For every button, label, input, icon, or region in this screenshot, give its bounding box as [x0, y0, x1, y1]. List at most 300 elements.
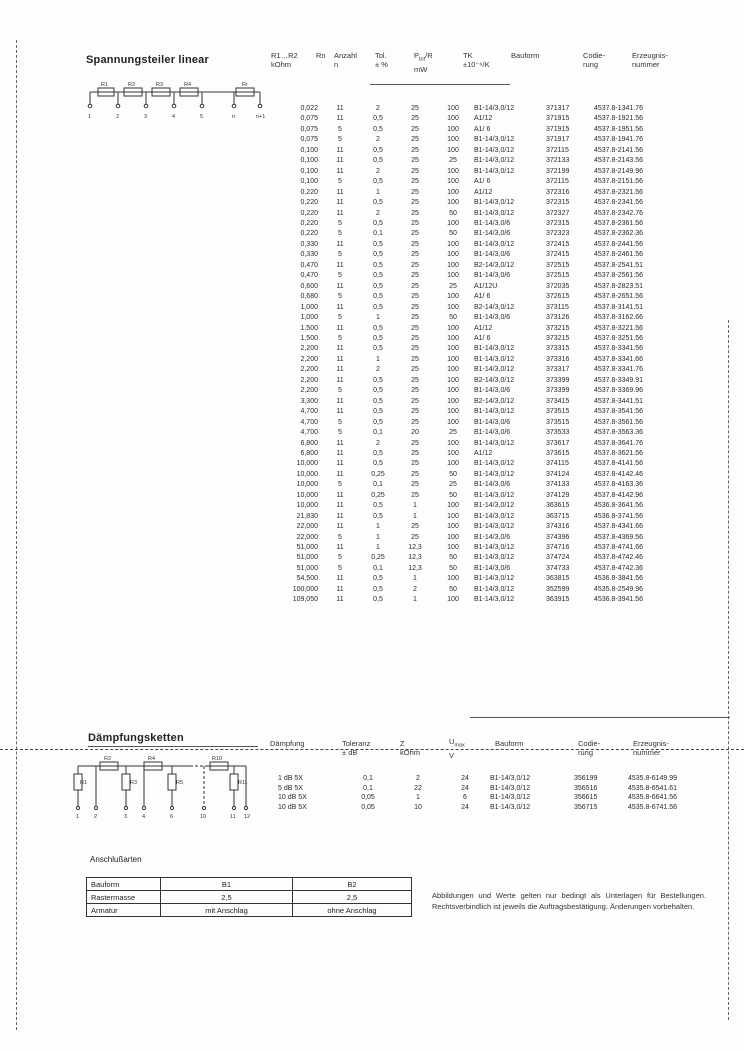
svg-text:11: 11	[230, 814, 236, 820]
svg-text:2: 2	[94, 814, 98, 820]
cell-erzeugnisnummer: 4537.8-2342.76	[594, 209, 644, 217]
cell-r-value: 2,200	[300, 366, 318, 374]
table-row	[268, 282, 738, 292]
svg-text:4: 4	[142, 814, 146, 820]
cell-count: 5	[338, 418, 342, 426]
cell-count: 11	[336, 188, 344, 196]
schematic2-label-r2: R2	[104, 756, 112, 762]
schematic2-label-r4: R4	[148, 756, 156, 762]
table-row	[268, 146, 738, 156]
cell-count: 5	[338, 334, 342, 342]
cell-count: 5	[338, 230, 342, 238]
cell-codierung: 374129	[546, 491, 570, 499]
cell-power: 25	[411, 366, 419, 374]
cell-power: 25	[411, 355, 419, 363]
cell-r-value: 0,100	[300, 178, 318, 186]
cell-bauform: B1-14/3,0/6	[474, 533, 511, 541]
cell-tolerance: 0,5	[373, 146, 383, 154]
table-row	[268, 177, 738, 187]
voltage-divider-table	[268, 104, 738, 606]
cell-codierung: 372316	[546, 188, 570, 196]
cell-power: 25	[411, 334, 419, 342]
table-row	[268, 439, 738, 449]
cell-power: 25	[411, 397, 419, 405]
cell-r-value: 6,800	[300, 439, 318, 447]
cell-power: 25	[411, 449, 419, 457]
cell-r-value: 22,000	[296, 523, 318, 531]
cell-r-value: 0,600	[300, 282, 318, 290]
table-row	[268, 209, 738, 219]
cell-count: 11	[336, 261, 344, 269]
cell-daempfung: 5 dB 5X	[278, 784, 303, 792]
cell-codierung: 372327	[546, 209, 570, 217]
cell-count: 11	[336, 240, 344, 248]
cell-bauform: A1/ 6	[474, 178, 491, 186]
cell-power: 25	[411, 345, 419, 353]
cell-tolerance: 0,1	[373, 564, 383, 572]
cell-tk: 25	[449, 429, 457, 437]
cell-r-value: 0,100	[300, 157, 318, 165]
cell-codierung: 374124	[546, 470, 570, 478]
cell-power: 25	[411, 136, 419, 144]
cell-bauform: A1/ 6	[474, 334, 491, 342]
cell-tk: 50	[449, 491, 457, 499]
cell-erzeugnisnummer: 4537.8-3369.96	[594, 387, 644, 395]
cell-codierung: 374133	[546, 481, 570, 489]
cell-codierung: 372315	[546, 199, 570, 207]
cell-erzeugnisnummer: 4537.8-3563.36	[594, 429, 644, 437]
cell-bauform: B1-14/3,0/12	[474, 491, 515, 499]
cell-count: 5	[338, 314, 342, 322]
cell-count: 5	[338, 219, 342, 227]
svg-text:3: 3	[124, 814, 128, 820]
cell-bauform: B1-14/3,0/12	[474, 544, 515, 552]
table-row	[268, 564, 738, 574]
cell-erzeugnisnummer: 4537.8-2561.56	[594, 272, 644, 280]
section-title-spannungsteiler: Spannungsteiler linear	[86, 54, 209, 66]
svg-text:n+1: n+1	[256, 114, 266, 120]
cell-r-value: 3,300	[300, 397, 318, 405]
cell-tolerance: 2	[376, 136, 380, 144]
cell-tolerance: 0,5	[373, 397, 383, 405]
cell-tolerance: 0,5	[373, 408, 383, 416]
table-row	[268, 491, 738, 501]
cell-codierung: 373515	[546, 408, 570, 416]
table-row	[268, 595, 738, 605]
cell-bauform: B1-14/3,0/12	[474, 470, 515, 478]
cell-erzeugnisnummer: 4537.8-4742.46	[594, 554, 644, 562]
cell-tolerance: 0,5	[373, 199, 383, 207]
table-row	[268, 449, 738, 459]
cell-codierung: 373115	[546, 303, 569, 311]
cell-tolerance: 0,5	[373, 334, 383, 342]
cell-erzeugnisnummer: 4537.8-2541.51	[594, 261, 644, 269]
cell-tk: 100	[447, 418, 459, 426]
voltage-divider-schematic	[84, 78, 274, 128]
cell-count: 11	[336, 408, 344, 416]
cell-codierung: 372515	[546, 272, 570, 280]
cell-count: 5	[338, 125, 342, 133]
svg-text:1: 1	[76, 814, 80, 820]
cell-codierung: 373315	[546, 345, 570, 353]
cell-erzeugnisnummer: 4537.8-2461.56	[594, 251, 644, 259]
cell-codierung: 356615	[574, 794, 598, 802]
cell-erzeugnisnummer: 4537.8-4163.36	[594, 481, 644, 489]
cell-tolerance: 0,5	[373, 219, 383, 227]
cell-bauform: B1-14/3,0/12	[474, 575, 515, 583]
cell-count: 11	[336, 397, 344, 405]
cell-bauform: A1/12U	[474, 282, 498, 290]
cell-count: 11	[336, 449, 344, 457]
cell-codierung: 373126	[546, 314, 570, 322]
cell-power: 1	[413, 502, 417, 510]
cell-bauform: B1-14/3,0/6	[474, 272, 511, 280]
cell-u-max: 6	[463, 794, 467, 802]
cell-r-value: 10,000	[296, 491, 318, 499]
cell-power: 25	[411, 523, 419, 531]
cell-r-value: 54,500	[296, 575, 318, 583]
cell-tolerance: 0,5	[373, 157, 383, 165]
table-row	[268, 324, 738, 334]
cell-tk: 100	[447, 523, 459, 531]
cell-z: 22	[414, 784, 422, 792]
table-row	[268, 313, 738, 323]
cell-tk: 100	[447, 167, 459, 175]
cell-power: 12,3	[408, 554, 422, 562]
cell-tolerance: 0,5	[373, 376, 383, 384]
table-row	[268, 574, 738, 584]
cell-tolerance: 1	[376, 355, 380, 363]
table-row	[268, 334, 738, 344]
table-row	[268, 470, 738, 480]
header-u: $U_{max}$ V	[449, 737, 465, 760]
cell-erzeugnisnummer: 4537.8-3341.56	[594, 345, 644, 353]
cell-r-value: 0,470	[300, 272, 318, 280]
cell-toleranz: 0,1	[363, 775, 373, 782]
header-codierung-2: Codie- rung	[578, 739, 601, 757]
cell-power: 25	[411, 387, 419, 395]
cell-codierung: 373533	[546, 429, 570, 437]
cell-r-value: 0,220	[300, 188, 318, 196]
cell-tk: 100	[447, 449, 459, 457]
cell-r-value: 100,000	[292, 585, 318, 593]
header-r: R1…R2 kOhm	[271, 51, 298, 69]
cell-r-value: 0,330	[300, 240, 318, 248]
cell-label: Rastermasse	[87, 891, 161, 904]
cell-erzeugnisnummer: 4537.8-4142.46	[594, 470, 644, 478]
cell-power: 25	[411, 303, 419, 311]
cell-bauform: B1-14/3,0/12	[474, 167, 515, 175]
cell-bauform: B1-14/3,0/6	[474, 564, 511, 572]
cell-tolerance: 1	[376, 314, 380, 322]
cell-count: 11	[336, 345, 344, 353]
svg-text:10: 10	[200, 814, 207, 820]
cell-count: 11	[336, 366, 344, 374]
cell-tk: 100	[447, 439, 459, 447]
table-row	[268, 219, 738, 229]
table-row	[268, 303, 738, 313]
cell-r-value: 2,200	[300, 387, 318, 395]
cell-b1: mit Anschlag	[161, 904, 293, 917]
cell-tk: 25	[449, 481, 457, 489]
cell-tolerance: 0,5	[373, 178, 383, 186]
cell-power: 25	[411, 408, 419, 416]
cell-power: 25	[411, 460, 419, 468]
table-row	[268, 803, 738, 813]
cell-bauform: B1-14/3,0/6	[474, 481, 511, 489]
cell-tk: 50	[449, 209, 457, 217]
cell-count: 11	[336, 523, 344, 531]
cell-bauform: B1-14/3,0/12	[474, 355, 515, 363]
cell-bauform: B1-14/3,0/12	[474, 146, 515, 154]
attenuator-schematic	[70, 752, 260, 822]
cell-tolerance: 0,5	[373, 512, 383, 520]
cell-power: 25	[411, 533, 419, 541]
header-bauform-2: Bauform	[495, 739, 524, 748]
table-row	[268, 585, 738, 595]
cell-r-value: 0,075	[300, 136, 318, 144]
attenuator-table	[268, 774, 738, 812]
cell-erzeugnisnummer: 4537.8-3341.66	[594, 355, 644, 363]
cell-power: 25	[411, 219, 419, 227]
cell-tk: 100	[447, 533, 459, 541]
cell-codierung: 371917	[546, 136, 570, 144]
cell-tolerance: 0,5	[373, 115, 383, 123]
left-margin-line	[16, 40, 17, 1030]
cell-power: 25	[411, 230, 419, 238]
svg-text:4: 4	[172, 114, 176, 120]
cell-power: 25	[411, 481, 419, 489]
cell-erzeugnisnummer: 4537.8-3141.51	[594, 303, 644, 311]
section2-title-underline	[88, 746, 258, 747]
cell-tolerance: 0,25	[371, 470, 385, 478]
cell-codierung: 373215	[546, 324, 570, 332]
header-daempfung: Dämpfung	[270, 739, 305, 748]
section-title-anschlussarten: Anschlußarten	[90, 855, 142, 864]
cell-codierung: 373617	[546, 439, 570, 447]
svg-text:n: n	[232, 114, 236, 120]
cell-erzeugnisnummer: 4537.8-4369.56	[594, 533, 644, 541]
table-row	[268, 793, 738, 803]
cell-tk: 100	[447, 199, 459, 207]
cell-tk: 100	[447, 105, 459, 112]
cell-erzeugnisnummer: 4537.8-3221.56	[594, 324, 644, 332]
cell-bauform: A1/12	[474, 188, 493, 196]
schematic-label-rr: Rr	[242, 82, 248, 88]
cell-toleranz: 0,1	[363, 784, 373, 792]
cell-tk: 100	[447, 397, 459, 405]
cell-tk: 100	[447, 512, 459, 520]
cell-r-value: 51,000	[296, 554, 318, 562]
cell-codierung: 374716	[546, 544, 570, 552]
cell-tk: 100	[447, 240, 459, 248]
table-row	[268, 271, 738, 281]
cell-tk: 100	[447, 303, 459, 311]
cell-count: 11	[336, 596, 344, 604]
cell-erzeugnisnummer: 4537.8-2141.56	[594, 146, 644, 154]
cell-erzeugnisnummer: 4535.8-6741.56	[628, 803, 678, 811]
header-underline	[370, 84, 510, 85]
cell-erzeugnisnummer: 4537.8-4742.36	[594, 564, 644, 572]
cell-codierung: 372315	[546, 219, 570, 227]
header-anzahl: Anzahl n	[334, 51, 357, 69]
cell-codierung: 374316	[546, 523, 570, 531]
header-bauform: Bauform	[511, 51, 540, 60]
table-row	[268, 292, 738, 302]
cell-z: 2	[416, 775, 420, 782]
cell-erzeugnisnummer: 4535.8-6149.99	[628, 775, 678, 782]
cell-bauform: B1-14/3,0/12	[490, 784, 531, 792]
cell-r-value: 10,000	[296, 481, 318, 489]
cell-count: 11	[336, 167, 344, 175]
cell-count: 11	[336, 115, 344, 123]
cell-r-value: 1,000	[300, 303, 318, 311]
cell-codierung: 372415	[546, 251, 570, 259]
cell-tk: 100	[447, 178, 459, 186]
cell-bauform: B1-14/3,0/12	[474, 439, 515, 447]
schematic2-label-r5: R5	[176, 780, 184, 786]
cell-tk: 100	[447, 596, 459, 604]
cell-bauform: A1/ 6	[474, 125, 491, 133]
cell-r-value: 1,500	[300, 324, 318, 332]
cell-erzeugnisnummer: 4537.8-3162.66	[594, 314, 644, 322]
cell-codierung: 373316	[546, 355, 570, 363]
cell-tolerance: 0,5	[373, 575, 383, 583]
cell-tolerance: 0,5	[373, 345, 383, 353]
cell-tolerance: 0,5	[373, 272, 383, 280]
cell-codierung: 372115	[546, 146, 569, 154]
cell-codierung: 371915	[546, 115, 570, 123]
cell-power: 25	[411, 199, 419, 207]
header-erzeugnisnummer-2: Erzeugnis- nummer	[633, 739, 669, 757]
cell-daempfung: 10 dB 5X	[278, 803, 307, 811]
cell-erzeugnisnummer: 4535.8-6541.61	[628, 784, 678, 792]
cell-codierung: 374115	[546, 460, 569, 468]
cell-r-value: 51,000	[296, 564, 318, 572]
cell-count: 11	[336, 303, 344, 311]
cell-codierung: 372615	[546, 293, 570, 301]
header-z: Z kOhm	[400, 739, 421, 757]
cell-b1: 2,5	[161, 891, 293, 904]
cell-r-value: 21,830	[296, 512, 318, 520]
cell-power: 25	[411, 167, 419, 175]
cell-erzeugnisnummer: 4537.8-3441.51	[594, 397, 644, 405]
cell-tk: 50	[449, 314, 457, 322]
cell-tolerance: 1	[376, 533, 380, 541]
cell-r-value: 2,200	[300, 376, 318, 384]
schematic2-label-r10: R10	[212, 756, 223, 762]
cell-bauform: B2-14/3,0/12	[474, 376, 515, 384]
cell-r-value: 0,220	[300, 219, 318, 227]
cell-r-value: 0,100	[300, 167, 318, 175]
cell-erzeugnisnummer: 4537.8-3349.91	[594, 376, 644, 384]
cell-count: 11	[336, 146, 344, 154]
cell-bauform: B1-14/3,0/12	[474, 157, 515, 165]
cell-daempfung: 1 dB 5X	[278, 775, 303, 782]
schematic2-label-r11: R11	[238, 780, 248, 786]
header-toleranz: Toleranz ± dB	[342, 739, 371, 757]
cell-count: 11	[336, 324, 344, 332]
table-row	[268, 104, 738, 114]
cell-codierung: 373317	[546, 366, 570, 374]
cell-erzeugnisnummer: 4537.8-4741.66	[594, 544, 644, 552]
cell-erzeugnisnummer: 4537.8-2149.96	[594, 167, 644, 175]
cell-count: 5	[338, 178, 342, 186]
cell-erzeugnisnummer: 4535.8-2549.96	[594, 585, 644, 593]
cell-erzeugnisnummer: 4537.8-2651.56	[594, 293, 644, 301]
cell-tolerance: 2	[376, 167, 380, 175]
cell-bauform: B1-14/3,0/12	[474, 240, 515, 248]
cell-tk: 100	[447, 355, 459, 363]
cell-power: 25	[411, 376, 419, 384]
cell-tk: 50	[449, 564, 457, 572]
cell-count: 11	[336, 376, 344, 384]
cell-bauform: A1/ 6	[474, 293, 491, 301]
cell-erzeugnisnummer: 4535.8-6641.56	[628, 794, 678, 802]
cell-bauform: B1-14/3,0/12	[474, 209, 515, 217]
svg-text:12: 12	[244, 814, 251, 820]
cell-power: 2	[413, 585, 417, 593]
cell-tolerance: 0,5	[373, 251, 383, 259]
table-row	[268, 355, 738, 365]
table-row	[268, 114, 738, 124]
cell-codierung: 372035	[546, 282, 570, 290]
table-row	[268, 522, 738, 532]
table-row	[268, 240, 738, 250]
cell-bauform: B1-14/3,0/12	[474, 554, 515, 562]
cell-bauform: B1-14/3,0/12	[490, 794, 531, 802]
header-erzeugnisnummer: Erzeugnis- nummer	[632, 51, 668, 69]
cell-erzeugnisnummer: 4537.8-2143.56	[594, 157, 644, 165]
cell-power: 25	[411, 314, 419, 322]
cell-bauform: B1-14/3,0/6	[474, 418, 511, 426]
cell-label: Bauform	[87, 878, 161, 891]
cell-bauform: B1-14/3,0/12	[474, 596, 515, 604]
cell-b2: 2,5	[293, 891, 412, 904]
cell-codierung: 373515	[546, 418, 570, 426]
cell-bauform: B2-14/3,0/12	[474, 303, 515, 311]
cell-tk: 50	[449, 470, 457, 478]
cell-power: 25	[411, 261, 419, 269]
cell-b2: B2	[293, 878, 412, 891]
cell-power: 12,3	[408, 564, 422, 572]
cell-tolerance: 0,5	[373, 387, 383, 395]
cell-tolerance: 2	[376, 366, 380, 374]
cell-tolerance: 1	[376, 188, 380, 196]
cell-bauform: B2-14/3,0/12	[474, 397, 515, 405]
cell-tk: 100	[447, 345, 459, 353]
table-row	[268, 533, 738, 543]
cell-tolerance: 0,5	[373, 261, 383, 269]
section-separator-right	[470, 717, 730, 718]
svg-text:5: 5	[200, 114, 204, 120]
cell-r-value: 2,200	[300, 345, 318, 353]
table-row	[87, 891, 412, 904]
cell-r-value: 0,220	[300, 230, 318, 238]
cell-bauform: B2-14/3,0/12	[474, 261, 515, 269]
cell-r-value: 51,000	[296, 544, 318, 552]
cell-erzeugnisnummer: 4537.8-3561.56	[594, 418, 644, 426]
cell-tolerance: 0,5	[373, 596, 383, 604]
table-row	[268, 198, 738, 208]
schematic-label-r4: R4	[184, 82, 192, 88]
cell-erzeugnisnummer: 4537.8-4142.96	[594, 491, 644, 499]
cell-erzeugnisnummer: 4537.8-4141.56	[594, 460, 644, 468]
cell-tk: 100	[447, 544, 459, 552]
svg-text:2: 2	[116, 114, 120, 120]
cell-count: 11	[336, 460, 344, 468]
cell-codierung: 373399	[546, 376, 570, 384]
